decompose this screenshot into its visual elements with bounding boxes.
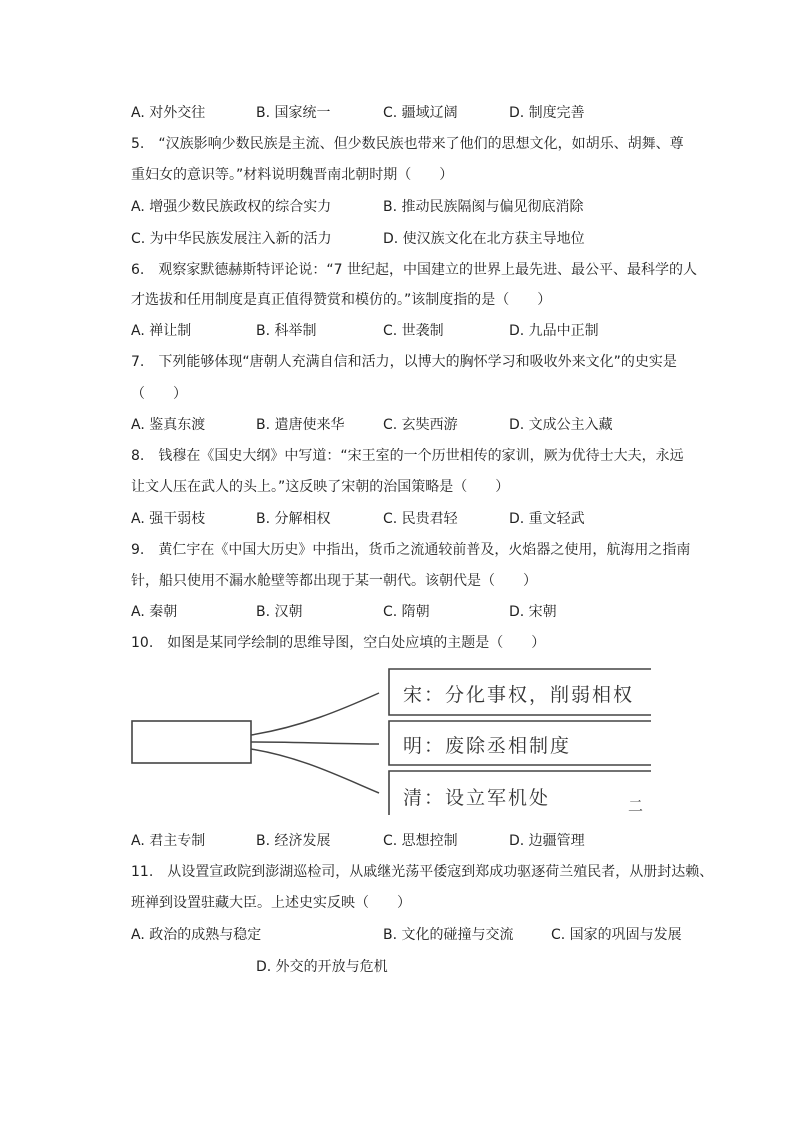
q4-option-b: B. 国家统一 [256, 105, 331, 121]
branch-label-qing: 清：设立军机处 [403, 787, 551, 809]
q7-option-c: C. 玄奘西游 [383, 417, 458, 433]
q10-option-a: A. 君主专制 [131, 833, 206, 849]
q8-option-d: D. 重文轻武 [509, 511, 585, 527]
q10-option-b: B. 经济发展 [256, 833, 331, 849]
q7-stem-line-2: （ ） [131, 386, 187, 402]
q5-stem-line-2: 重妇女的意识等。”材料说明魏晋南北朝时期（ ） [131, 167, 454, 183]
q5-option-b: B. 推动民族隔阂与偏见彻底消除 [383, 199, 584, 215]
corner-mark: 二 [628, 797, 646, 815]
q11-option-d: D. 外交的开放与危机 [256, 959, 388, 975]
q11-stem-line-2: 班禅到设置驻藏大臣。上述史实反映（ ） [131, 895, 411, 911]
q4-option-c: C. 疆域辽阔 [383, 105, 458, 121]
q7-option-b: B. 遣唐使来华 [256, 417, 345, 433]
q11-option-c: C. 国家的巩固与发展 [551, 927, 682, 943]
q4-option-d: D. 制度完善 [509, 105, 585, 121]
q11-stem-line-1: 11. 从设置宣政院到澎湖巡检司，从戚继光荡平倭寇到郑成功驱逐荷兰殖民者，从册封达赖、 [131, 864, 714, 880]
q6-stem-line-2: 才选拔和任用制度是真正值得赞赏和模仿的。”该制度指的是（ ） [131, 292, 552, 308]
q6-option-d: D. 九品中正制 [509, 323, 599, 339]
connector-qing [251, 749, 379, 793]
q8-option-b: B. 分解相权 [256, 511, 331, 527]
q8-stem-line-1: 8. 钱穆在《国史大纲》中写道：“宋王室的一个历世相传的家训，厥为优待士大夫，永远 [131, 448, 684, 464]
q7-option-a: A. 鉴真东渡 [131, 417, 206, 433]
q6-option-b: B. 科举制 [256, 323, 317, 339]
q8-stem-line-2: 让文人压在武人的头上。”这反映了宋朝的治国策略是（ ） [131, 479, 510, 495]
q9-option-a: A. 秦朝 [131, 604, 178, 620]
q8-option-a: A. 强干弱枝 [131, 511, 206, 527]
q9-option-d: D. 宋朝 [509, 604, 557, 620]
q5-stem-line-1: 5. “汉族影响少数民族是主流、但少数民族也带来了他们的思想文化，如胡乐、胡舞、尊 [131, 136, 684, 152]
q10-stem-line-1: 10. 如图是某同学绘制的思维导图，空白处应填的主题是（ ） [131, 635, 546, 651]
q4-option-a: A. 对外交往 [131, 105, 206, 121]
q10-option-d: D. 边疆管理 [509, 833, 585, 849]
q5-option-a: A. 增强少数民族政权的综合实力 [131, 199, 332, 215]
q7-stem-line-1: 7. 下列能够体现“唐朝人充满自信和活力，以博大的胸怀学习和吸收外来文化”的史实是 [131, 354, 677, 370]
branch-label-ming: 明：废除丞相制度 [403, 735, 572, 757]
mind-map-figure [131, 665, 651, 815]
branch-label-song: 宋：分化事权，削弱相权 [403, 684, 635, 706]
connector-song [251, 693, 379, 735]
q9-stem-line-1: 9. 黄仁宇在《中国大历史》中指出，货币之流通较前普及，火焰器之使用，航海用之指南 [131, 542, 691, 558]
q9-option-b: B. 汉朝 [256, 604, 303, 620]
q7-option-d: D. 文成公主入藏 [509, 417, 613, 433]
q5-option-c: C. 为中华民族发展注入新的活力 [131, 231, 332, 247]
q6-stem-line-1: 6. 观察家默德赫斯特评论说：“7 世纪起，中国建立的世界上最先进、最公平、最科学的人 [131, 262, 697, 278]
q10-option-c: C. 思想控制 [383, 833, 458, 849]
q8-option-c: C. 民贵君轻 [383, 511, 458, 527]
q9-option-c: C. 隋朝 [383, 604, 430, 620]
blank-topic-box [132, 721, 251, 763]
q6-option-c: C. 世袭制 [383, 323, 444, 339]
connector-ming [251, 742, 379, 744]
q9-stem-line-2: 针，船只使用不漏水舱壁等都出现于某一朝代。该朝代是（ ） [131, 573, 537, 589]
q6-option-a: A. 禅让制 [131, 323, 192, 339]
q11-option-b: B. 文化的碰撞与交流 [383, 927, 514, 943]
q11-option-a: A. 政治的成熟与稳定 [131, 927, 262, 943]
q5-option-d: D. 使汉族文化在北方获主导地位 [383, 231, 585, 247]
